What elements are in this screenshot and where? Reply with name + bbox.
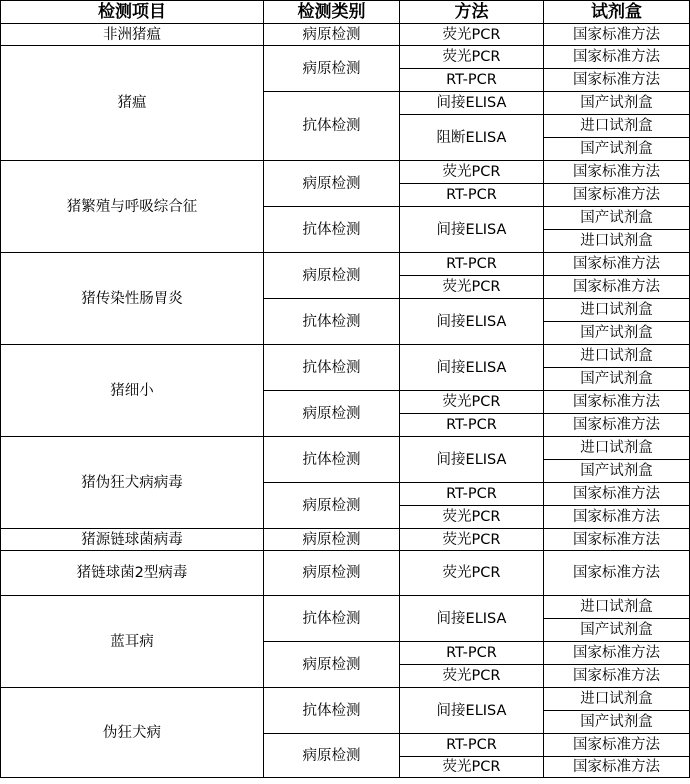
reagent-cell: 进口试剂盒 [544, 299, 690, 322]
reagent-cell: 国家标准方法 [544, 757, 690, 778]
method-cell: 间接ELISA [400, 688, 544, 734]
category-cell: 抗体检测 [264, 345, 400, 391]
reagent-cell: 进口试剂盒 [544, 688, 690, 711]
reagent-cell: 国产试剂盒 [544, 619, 690, 642]
reagent-cell: 国家标准方法 [544, 642, 690, 665]
method-cell: 荧光PCR [400, 46, 544, 69]
category-cell: 病原检测 [264, 391, 400, 437]
reagent-cell: 国产试剂盒 [544, 322, 690, 345]
method-cell: 阻断ELISA [400, 115, 544, 161]
reagent-cell: 国家标准方法 [544, 506, 690, 529]
reagent-cell: 国家标准方法 [544, 69, 690, 92]
reagent-cell: 国家标准方法 [544, 276, 690, 299]
table-row [1, 253, 690, 276]
method-cell: 荧光PCR [400, 757, 544, 778]
category-cell: 病原检测 [264, 253, 400, 299]
category-cell: 病原检测 [264, 551, 400, 596]
table-row [1, 437, 690, 460]
header-row [1, 1, 690, 24]
item-cell: 猪细小 [1, 345, 264, 437]
category-cell: 抗体检测 [264, 299, 400, 345]
item-cell: 猪繁殖与呼吸综合征 [1, 161, 264, 253]
method-cell: 间接ELISA [400, 596, 544, 642]
table-row [1, 345, 690, 368]
method-cell: RT-PCR [400, 253, 544, 276]
header-reagent: 试剂盒 [544, 1, 690, 24]
reagent-cell: 国产试剂盒 [544, 711, 690, 734]
method-cell: 荧光PCR [400, 506, 544, 529]
header-method: 方法 [400, 1, 544, 24]
item-cell: 猪瘟 [1, 46, 264, 161]
category-cell: 抗体检测 [264, 596, 400, 642]
method-cell: 荧光PCR [400, 391, 544, 414]
method-cell: 荧光PCR [400, 161, 544, 184]
item-cell: 非洲猪瘟 [1, 24, 264, 46]
reagent-cell: 国家标准方法 [544, 184, 690, 207]
table-row [1, 551, 690, 596]
table-row [1, 161, 690, 184]
category-cell: 抗体检测 [264, 437, 400, 483]
method-cell: 间接ELISA [400, 92, 544, 115]
category-cell: 抗体检测 [264, 207, 400, 253]
reagent-cell: 国家标准方法 [544, 665, 690, 688]
category-cell: 抗体检测 [264, 688, 400, 734]
reagent-cell: 进口试剂盒 [544, 115, 690, 138]
method-cell: RT-PCR [400, 69, 544, 92]
reagent-cell: 国产试剂盒 [544, 460, 690, 483]
category-cell: 病原检测 [264, 529, 400, 551]
header-item: 检测项目 [1, 1, 264, 24]
reagent-cell: 进口试剂盒 [544, 345, 690, 368]
item-cell: 蓝耳病 [1, 596, 264, 688]
method-cell: 间接ELISA [400, 437, 544, 483]
category-cell: 病原检测 [264, 483, 400, 529]
method-cell: 间接ELISA [400, 207, 544, 253]
method-cell: 荧光PCR [400, 551, 544, 596]
method-cell: 荧光PCR [400, 529, 544, 551]
table-row [1, 24, 690, 46]
method-cell: RT-PCR [400, 483, 544, 506]
reagent-cell: 国家标准方法 [544, 391, 690, 414]
method-cell: RT-PCR [400, 734, 544, 757]
category-cell: 病原检测 [264, 161, 400, 207]
table-row [1, 688, 690, 711]
reagent-cell: 国家标准方法 [544, 46, 690, 69]
category-cell: 病原检测 [264, 24, 400, 46]
reagent-cell: 国家标准方法 [544, 529, 690, 551]
method-cell: RT-PCR [400, 414, 544, 437]
category-cell: 病原检测 [264, 46, 400, 92]
reagent-cell: 国产试剂盒 [544, 138, 690, 161]
category-cell: 抗体检测 [264, 92, 400, 161]
table-row [1, 529, 690, 551]
reagent-cell: 进口试剂盒 [544, 230, 690, 253]
reagent-cell: 国家标准方法 [544, 161, 690, 184]
reagent-cell: 国家标准方法 [544, 734, 690, 757]
reagent-cell: 国产试剂盒 [544, 207, 690, 230]
method-cell: 荧光PCR [400, 665, 544, 688]
method-cell: RT-PCR [400, 642, 544, 665]
method-cell: 荧光PCR [400, 276, 544, 299]
table-row [1, 596, 690, 619]
item-cell: 猪链球菌2型病毒 [1, 551, 264, 596]
reagent-cell: 国产试剂盒 [544, 92, 690, 115]
method-cell: 间接ELISA [400, 345, 544, 391]
method-cell: RT-PCR [400, 184, 544, 207]
category-cell: 病原检测 [264, 642, 400, 688]
reagent-cell: 国家标准方法 [544, 253, 690, 276]
method-cell: 荧光PCR [400, 24, 544, 46]
reagent-cell: 进口试剂盒 [544, 437, 690, 460]
reagent-cell: 国家标准方法 [544, 24, 690, 46]
item-cell: 猪传染性肠胃炎 [1, 253, 264, 345]
item-cell: 猪源链球菌病毒 [1, 529, 264, 551]
item-cell: 猪伪狂犬病病毒 [1, 437, 264, 529]
item-cell: 伪狂犬病 [1, 688, 264, 778]
reagent-cell: 国家标准方法 [544, 483, 690, 506]
reagent-cell: 进口试剂盒 [544, 596, 690, 619]
category-cell: 病原检测 [264, 734, 400, 778]
reagent-cell: 国家标准方法 [544, 414, 690, 437]
table-row [1, 46, 690, 69]
reagent-cell: 国家标准方法 [544, 551, 690, 596]
reagent-cell: 国产试剂盒 [544, 368, 690, 391]
method-cell: 间接ELISA [400, 299, 544, 345]
header-category: 检测类别 [264, 1, 400, 24]
